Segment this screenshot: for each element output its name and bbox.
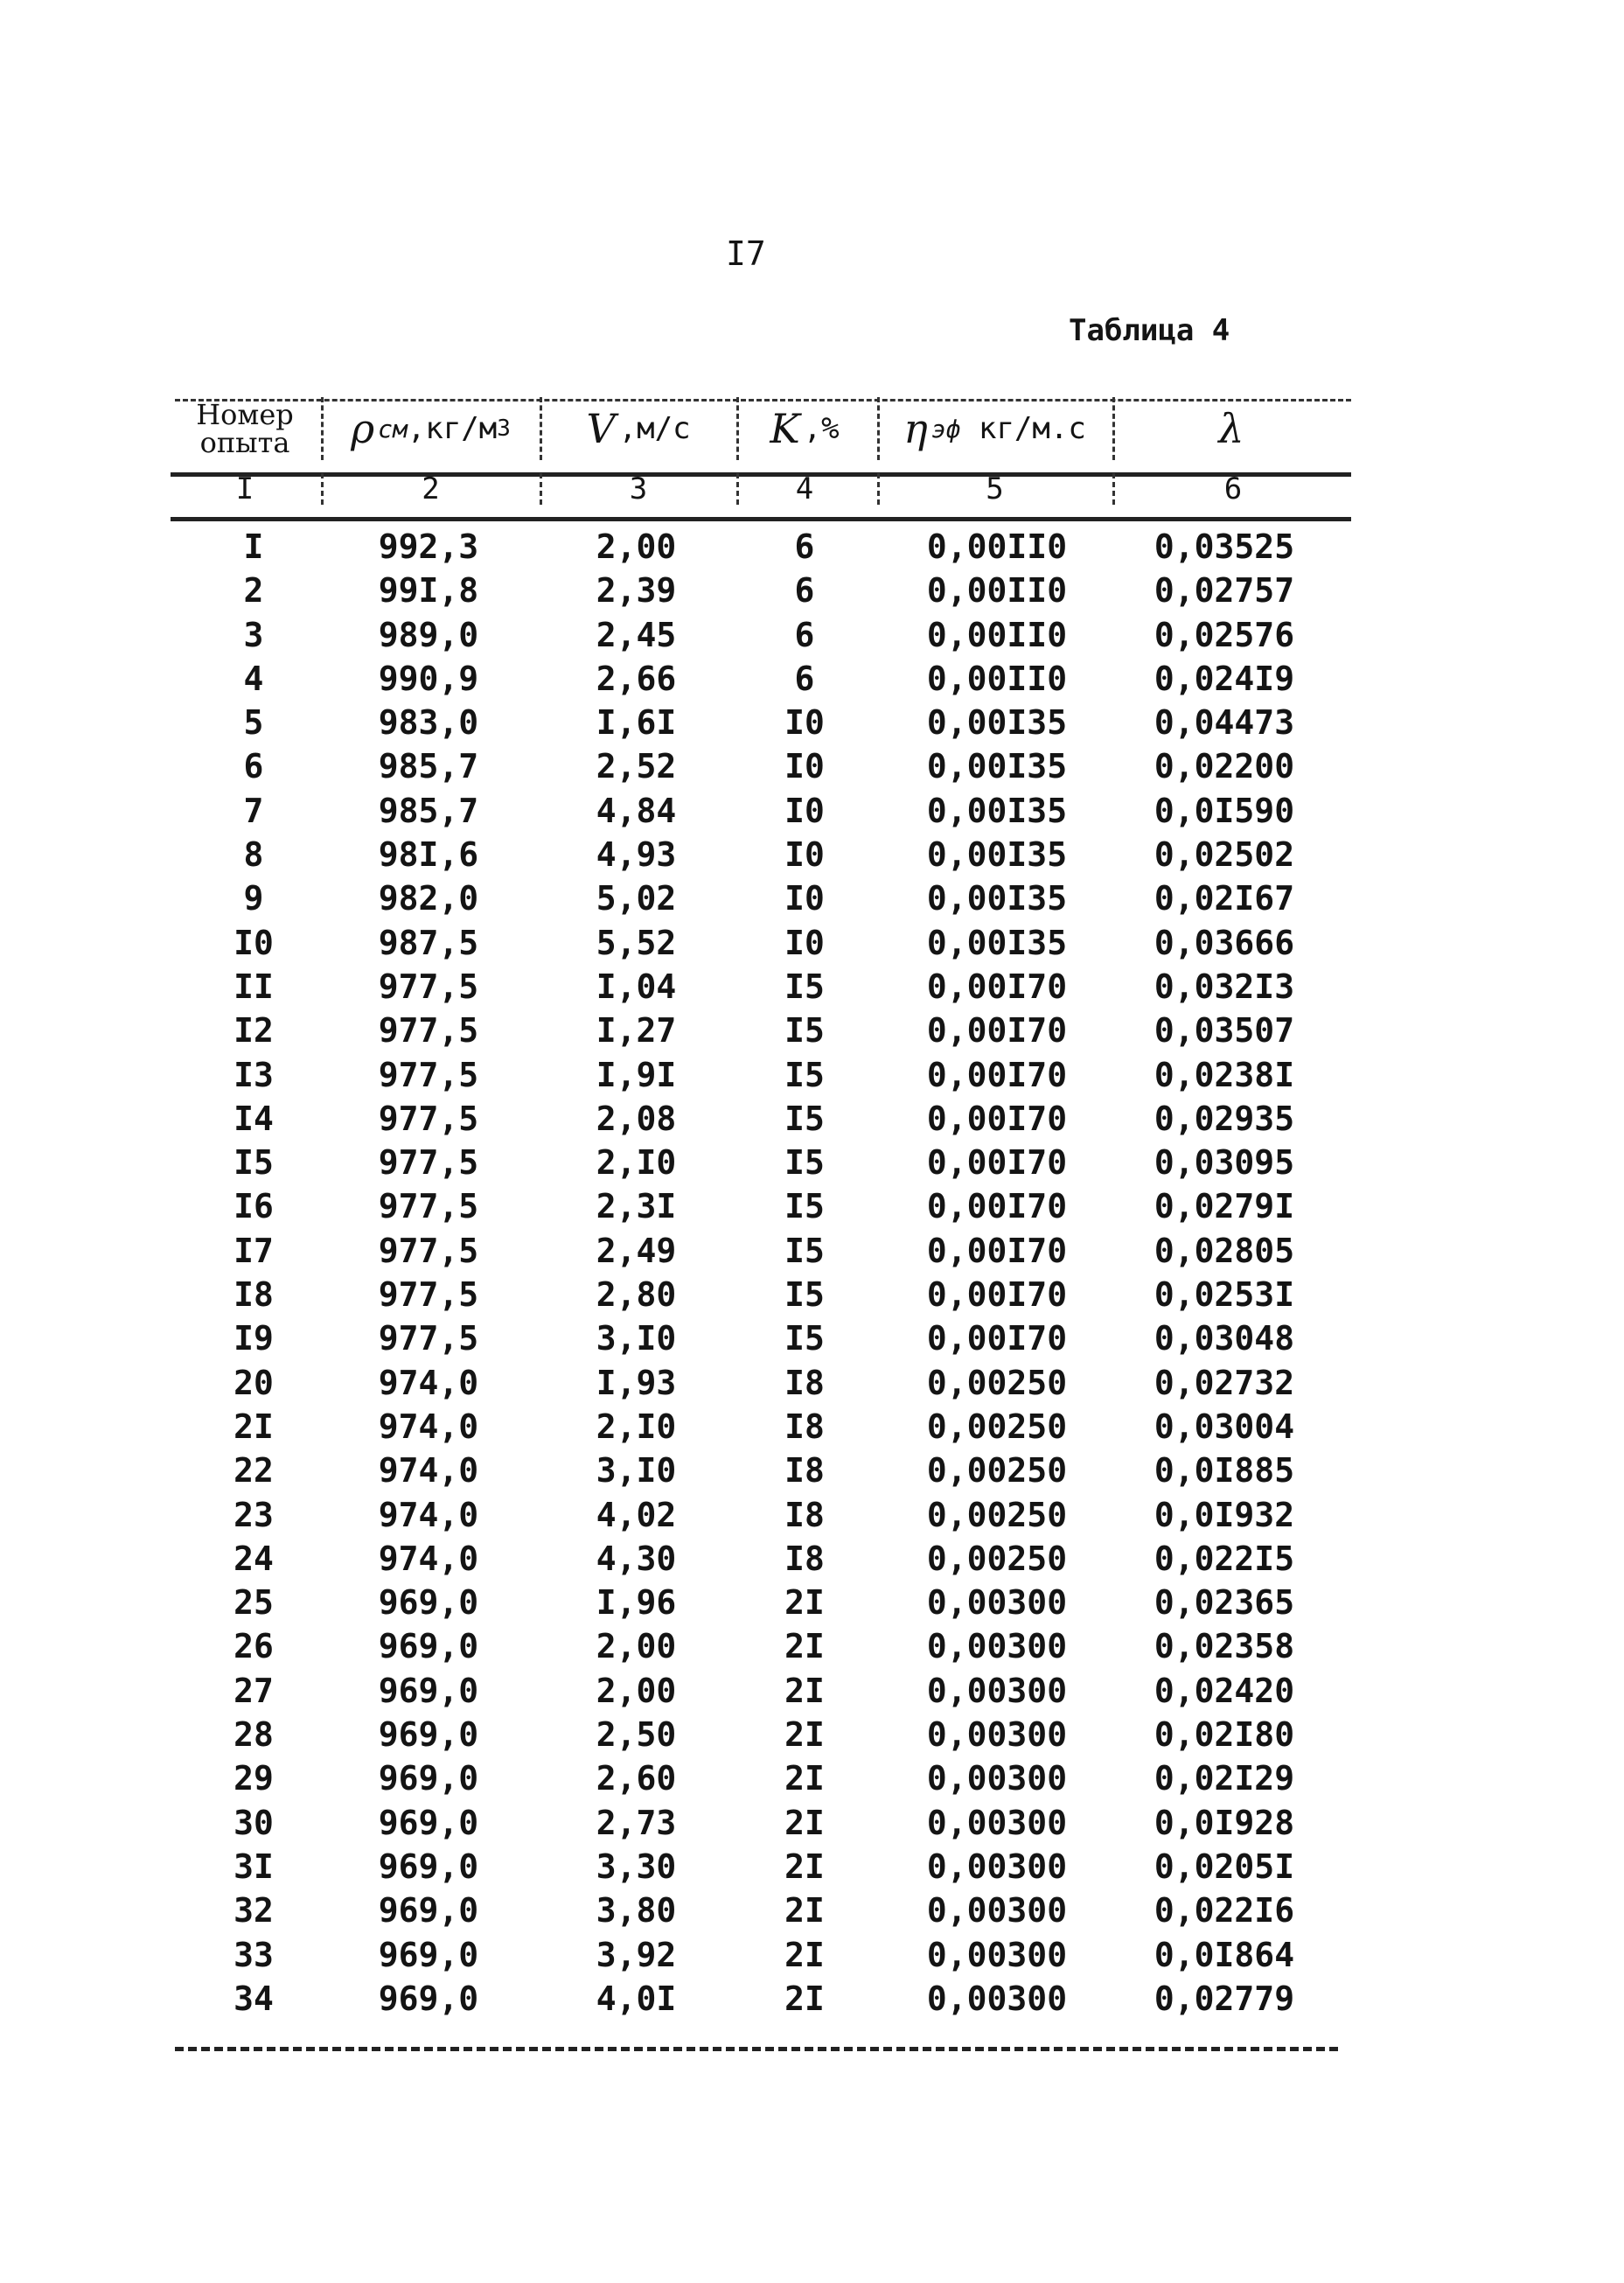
cell-density: 969,0 [378, 1803, 479, 1842]
cell-concentration: 2I [784, 1715, 825, 1755]
cell-viscosity: 0,00250 [926, 1363, 1068, 1402]
cell-experiment-number: 8 [243, 835, 264, 875]
cell-velocity: 3,I0 [596, 1451, 677, 1491]
cell-density: 974,0 [378, 1407, 479, 1446]
cell-density: 974,0 [378, 1363, 479, 1402]
cell-concentration: I5 [784, 1231, 825, 1270]
cell-concentration: I5 [784, 1099, 825, 1138]
cell-viscosity: 0,00I70 [926, 1143, 1068, 1183]
table-row [0, 1316, 1624, 1360]
column-number: 5 [986, 471, 1004, 506]
cell-velocity: 2,80 [596, 1275, 677, 1315]
table-row [0, 1009, 1624, 1052]
cell-concentration: I0 [784, 923, 825, 962]
cell-friction-coefficient: 0,03004 [1154, 1407, 1295, 1446]
cell-density: 969,0 [378, 1627, 479, 1666]
cell-density: 987,5 [378, 923, 479, 962]
cell-friction-coefficient: 0,02935 [1154, 1099, 1295, 1138]
cell-viscosity: 0,00I35 [926, 791, 1068, 830]
table-row [0, 921, 1624, 965]
column-number: I [235, 471, 254, 506]
table-row [0, 833, 1624, 876]
table-row [0, 1537, 1624, 1581]
cell-concentration: I8 [784, 1539, 825, 1578]
cell-viscosity: 0,00I70 [926, 1319, 1068, 1358]
table-row [0, 1845, 1624, 1889]
lambda-symbol: λ [1218, 405, 1244, 452]
table-caption: Таблица 4 [1069, 313, 1230, 348]
cell-friction-coefficient: 0,02I80 [1154, 1715, 1295, 1755]
header-number-line2: опыта [199, 426, 290, 459]
cell-velocity: 5,02 [596, 879, 677, 918]
cell-density: 977,5 [378, 1011, 479, 1051]
cell-experiment-number: I3 [233, 1055, 274, 1094]
cell-velocity: 3,30 [596, 1847, 677, 1886]
cell-viscosity: 0,00I35 [926, 835, 1068, 875]
concentration-unit: ,% [803, 411, 840, 446]
cell-friction-coefficient: 0,0I864 [1154, 1935, 1295, 1974]
cell-concentration: I8 [784, 1495, 825, 1534]
cell-concentration: 2I [784, 1627, 825, 1666]
cell-friction-coefficient: 0,02200 [1154, 747, 1295, 786]
header-density [324, 392, 538, 465]
cell-experiment-number: I0 [233, 923, 274, 962]
cell-viscosity: 0,00300 [926, 1891, 1068, 1930]
cell-velocity: 2,66 [596, 659, 677, 698]
cell-friction-coefficient: 0,0I932 [1154, 1495, 1295, 1534]
table-row [0, 1361, 1624, 1405]
cell-concentration: 2I [784, 1979, 825, 2018]
cell-friction-coefficient: 0,02502 [1154, 835, 1295, 875]
cell-concentration: 2I [784, 1583, 825, 1623]
cell-experiment-number: 3 [243, 615, 264, 654]
cell-velocity: I,04 [596, 967, 677, 1006]
table-row [0, 1624, 1624, 1668]
cell-velocity: 4,93 [596, 835, 677, 875]
cell-experiment-number: 32 [233, 1891, 274, 1930]
cell-density: 974,0 [378, 1539, 479, 1578]
table-row [0, 1756, 1624, 1800]
cell-density: 985,7 [378, 791, 479, 830]
cell-concentration: I8 [784, 1363, 825, 1402]
cell-density: 977,5 [378, 1143, 479, 1183]
cell-velocity: I,96 [596, 1583, 677, 1623]
table-bottom-rule [175, 2047, 1338, 2051]
cell-density: 977,5 [378, 1231, 479, 1270]
cell-experiment-number: 29 [233, 1759, 274, 1798]
table-row [0, 1184, 1624, 1228]
table-row [0, 1669, 1624, 1713]
cell-viscosity: 0,00II0 [926, 659, 1068, 698]
table-row [0, 1053, 1624, 1097]
cell-concentration: I0 [784, 879, 825, 918]
cell-experiment-number: 2 [243, 571, 264, 611]
cell-density: 969,0 [378, 1891, 479, 1930]
cell-experiment-number: 2I [233, 1407, 274, 1446]
cell-velocity: 4,02 [596, 1495, 677, 1534]
cell-friction-coefficient: 0,02I29 [1154, 1759, 1295, 1798]
cell-friction-coefficient: 0,0205I [1154, 1847, 1295, 1886]
cell-velocity: 3,92 [596, 1935, 677, 1974]
cell-density: 992,3 [378, 527, 479, 566]
cell-concentration: I5 [784, 967, 825, 1006]
cell-density: 989,0 [378, 615, 479, 654]
cell-density: 969,0 [378, 1935, 479, 1974]
table-row [0, 1449, 1624, 1492]
cell-density: 969,0 [378, 1671, 479, 1710]
cell-velocity: 3,I0 [596, 1319, 677, 1358]
cell-experiment-number: I6 [233, 1187, 274, 1226]
table-row [0, 657, 1624, 701]
cell-viscosity: 0,00I70 [926, 1231, 1068, 1270]
cell-velocity: 2,60 [596, 1759, 677, 1798]
cell-velocity: I,27 [596, 1011, 677, 1051]
cell-friction-coefficient: 0,03095 [1154, 1143, 1295, 1183]
cell-concentration: I0 [784, 747, 825, 786]
cell-experiment-number: 20 [233, 1363, 274, 1402]
cell-experiment-number: I5 [233, 1143, 274, 1183]
cell-experiment-number: I7 [233, 1231, 274, 1270]
header-concentration [735, 392, 875, 465]
cell-density: 969,0 [378, 1583, 479, 1623]
cell-viscosity: 0,00I70 [926, 1275, 1068, 1315]
cell-experiment-number: 9 [243, 879, 264, 918]
cell-concentration: I5 [784, 1055, 825, 1094]
cell-experiment-number: 28 [233, 1715, 274, 1755]
cell-friction-coefficient: 0,03525 [1154, 527, 1295, 566]
cell-density: 969,0 [378, 1979, 479, 2018]
cell-density: 969,0 [378, 1847, 479, 1886]
cell-concentration: 6 [794, 659, 815, 698]
cell-velocity: I,93 [596, 1363, 677, 1402]
table-row [0, 1713, 1624, 1756]
column-number: 2 [422, 471, 440, 506]
cell-experiment-number: 25 [233, 1583, 274, 1623]
cell-friction-coefficient: 0,02I67 [1154, 879, 1295, 918]
cell-velocity: 2,52 [596, 747, 677, 786]
cell-experiment-number: 7 [243, 791, 264, 830]
cell-friction-coefficient: 0,03048 [1154, 1319, 1295, 1358]
cell-experiment-number: I [243, 527, 264, 566]
header-number-line1: Номер [196, 398, 294, 431]
cell-viscosity: 0,00II0 [926, 615, 1068, 654]
table-row [0, 744, 1624, 788]
density-unit: ,кг/м [407, 411, 498, 446]
column-numbers-row [171, 468, 1351, 510]
header-velocity [542, 392, 735, 465]
table-row [0, 1229, 1624, 1273]
cell-viscosity: 0,00I70 [926, 1011, 1068, 1051]
cell-density: 969,0 [378, 1759, 479, 1798]
header-viscosity [879, 392, 1111, 465]
density-superscript: 3 [497, 415, 511, 442]
cell-viscosity: 0,00I35 [926, 879, 1068, 918]
cell-experiment-number: I9 [233, 1319, 274, 1358]
cell-experiment-number: 30 [233, 1803, 274, 1842]
cell-concentration: 6 [794, 571, 815, 611]
cell-viscosity: 0,00300 [926, 1935, 1068, 1974]
cell-experiment-number: 27 [233, 1671, 274, 1710]
cell-friction-coefficient: 0,0I885 [1154, 1451, 1295, 1491]
velocity-unit: ,м/с [618, 411, 691, 446]
cell-viscosity: 0,00300 [926, 1627, 1068, 1666]
cell-experiment-number: 23 [233, 1495, 274, 1534]
velocity-symbol: V [586, 405, 616, 452]
cell-experiment-number: I4 [233, 1099, 274, 1138]
cell-concentration: 2I [784, 1847, 825, 1886]
cell-viscosity: 0,00II0 [926, 571, 1068, 611]
header-experiment-number [171, 392, 319, 465]
cell-viscosity: 0,00300 [926, 1803, 1068, 1842]
table-row [0, 569, 1624, 612]
table-header [171, 392, 1351, 465]
cell-friction-coefficient: 0,02779 [1154, 1979, 1295, 2018]
cell-velocity: 2,I0 [596, 1143, 677, 1183]
cell-friction-coefficient: 0,02420 [1154, 1671, 1295, 1710]
cell-friction-coefficient: 0,02805 [1154, 1231, 1295, 1270]
cell-velocity: 2,I0 [596, 1407, 677, 1446]
cell-viscosity: 0,00250 [926, 1451, 1068, 1491]
cell-density: 977,5 [378, 1319, 479, 1358]
table-row [0, 1097, 1624, 1141]
table-row [0, 965, 1624, 1009]
cell-density: 977,5 [378, 1055, 479, 1094]
column-number: 3 [629, 471, 648, 506]
cell-viscosity: 0,00300 [926, 1715, 1068, 1755]
cell-density: 974,0 [378, 1451, 479, 1491]
cell-friction-coefficient: 0,022I5 [1154, 1539, 1295, 1578]
table-row [0, 1581, 1624, 1624]
cell-experiment-number: 34 [233, 1979, 274, 2018]
cell-density: 982,0 [378, 879, 479, 918]
cell-viscosity: 0,00250 [926, 1539, 1068, 1578]
cell-viscosity: 0,00I35 [926, 923, 1068, 962]
table-row [0, 1933, 1624, 1977]
cell-velocity: 2,00 [596, 1671, 677, 1710]
cell-friction-coefficient: 0,02358 [1154, 1627, 1295, 1666]
table-row [0, 701, 1624, 744]
cell-density: 983,0 [378, 703, 479, 743]
viscosity-subscript: эф [930, 414, 961, 443]
table-row [0, 789, 1624, 833]
table-body [0, 525, 1624, 2021]
cell-velocity: I,9I [596, 1055, 677, 1094]
cell-viscosity: 0,00I35 [926, 703, 1068, 743]
cell-friction-coefficient: 0,04473 [1154, 703, 1295, 743]
cell-experiment-number: II [233, 967, 274, 1006]
cell-density: 977,5 [378, 967, 479, 1006]
cell-viscosity: 0,00300 [926, 1847, 1068, 1886]
cell-velocity: 5,52 [596, 923, 677, 962]
cell-viscosity: 0,00300 [926, 1671, 1068, 1710]
table-row [0, 1141, 1624, 1184]
cell-velocity: 4,0I [596, 1979, 677, 2018]
cell-experiment-number: 4 [243, 659, 264, 698]
page-number: I7 [726, 234, 766, 273]
cell-viscosity: 0,00I35 [926, 747, 1068, 786]
cell-velocity: 2,49 [596, 1231, 677, 1270]
cell-concentration: 2I [784, 1803, 825, 1842]
density-subscript: см [378, 414, 408, 443]
cell-velocity: 2,00 [596, 527, 677, 566]
cell-concentration: 2I [784, 1935, 825, 1974]
cell-density: 99I,8 [378, 571, 479, 611]
cell-velocity: I,6I [596, 703, 677, 743]
table-row [0, 1405, 1624, 1449]
cell-friction-coefficient: 0,02576 [1154, 615, 1295, 654]
cell-viscosity: 0,00250 [926, 1407, 1068, 1446]
cell-viscosity: 0,00250 [926, 1495, 1068, 1534]
cell-density: 990,9 [378, 659, 479, 698]
table-row [0, 1977, 1624, 2021]
cell-friction-coefficient: 0,0279I [1154, 1187, 1295, 1226]
cell-experiment-number: I8 [233, 1275, 274, 1315]
cell-concentration: 2I [784, 1891, 825, 1930]
cell-experiment-number: 3I [233, 1847, 274, 1886]
cell-concentration: I5 [784, 1275, 825, 1315]
cell-density: 977,5 [378, 1275, 479, 1315]
cell-concentration: I0 [784, 703, 825, 743]
cell-velocity: 3,80 [596, 1891, 677, 1930]
cell-concentration: I0 [784, 835, 825, 875]
table-row [0, 1493, 1624, 1537]
cell-friction-coefficient: 0,02757 [1154, 571, 1295, 611]
cell-friction-coefficient: 0,02365 [1154, 1583, 1295, 1623]
cell-viscosity: 0,00II0 [926, 527, 1068, 566]
cell-viscosity: 0,00300 [926, 1979, 1068, 2018]
column-number: 6 [1223, 471, 1243, 506]
cell-friction-coefficient: 0,024I9 [1154, 659, 1295, 698]
cell-velocity: 2,45 [596, 615, 677, 654]
cell-viscosity: 0,00300 [926, 1759, 1068, 1798]
cell-velocity: 4,84 [596, 791, 677, 830]
cell-concentration: I8 [784, 1451, 825, 1491]
cell-experiment-number: 33 [233, 1935, 274, 1974]
table-row [0, 1801, 1624, 1845]
cell-density: 985,7 [378, 747, 479, 786]
column-number: 4 [795, 471, 814, 506]
table-row [0, 1889, 1624, 1932]
cell-friction-coefficient: 0,032I3 [1154, 967, 1295, 1006]
cell-density: 977,5 [378, 1099, 479, 1138]
cell-experiment-number: I2 [233, 1011, 274, 1051]
cell-experiment-number: 24 [233, 1539, 274, 1578]
cell-concentration: 2I [784, 1671, 825, 1710]
cell-concentration: I5 [784, 1011, 825, 1051]
cell-friction-coefficient: 0,0238I [1154, 1055, 1295, 1094]
cell-viscosity: 0,00I70 [926, 1055, 1068, 1094]
cell-friction-coefficient: 0,0I590 [1154, 791, 1295, 830]
cell-concentration: I5 [784, 1143, 825, 1183]
table-row [0, 876, 1624, 920]
cell-concentration: I5 [784, 1319, 825, 1358]
cell-viscosity: 0,00300 [926, 1583, 1068, 1623]
table-row [0, 613, 1624, 657]
viscosity-unit: кг/м.с [978, 411, 1086, 446]
cell-velocity: 2,73 [596, 1803, 677, 1842]
cell-concentration: I8 [784, 1407, 825, 1446]
cell-density: 974,0 [378, 1495, 479, 1534]
cell-friction-coefficient: 0,03666 [1154, 923, 1295, 962]
cell-velocity: 4,30 [596, 1539, 677, 1578]
cell-density: 977,5 [378, 1187, 479, 1226]
cell-concentration: I5 [784, 1187, 825, 1226]
cell-viscosity: 0,00I70 [926, 967, 1068, 1006]
cell-concentration: 2I [784, 1759, 825, 1798]
cell-experiment-number: 5 [243, 703, 264, 743]
cell-velocity: 2,39 [596, 571, 677, 611]
rho-symbol: ρ [351, 405, 375, 452]
cell-friction-coefficient: 0,0I928 [1154, 1803, 1295, 1842]
eta-symbol: η [903, 405, 928, 452]
cell-velocity: 2,3I [596, 1187, 677, 1226]
cell-friction-coefficient: 0,03507 [1154, 1011, 1295, 1051]
header-friction-coefficient [1115, 392, 1351, 465]
cell-friction-coefficient: 0,02732 [1154, 1363, 1295, 1402]
cell-density: 969,0 [378, 1715, 479, 1755]
cell-experiment-number: 26 [233, 1627, 274, 1666]
cell-viscosity: 0,00I70 [926, 1187, 1068, 1226]
table-row [0, 1273, 1624, 1316]
column-numbers-rule [171, 517, 1351, 521]
cell-experiment-number: 6 [243, 747, 264, 786]
cell-velocity: 2,00 [596, 1627, 677, 1666]
cell-concentration: I0 [784, 791, 825, 830]
cell-viscosity: 0,00I70 [926, 1099, 1068, 1138]
cell-experiment-number: 22 [233, 1451, 274, 1491]
cell-velocity: 2,08 [596, 1099, 677, 1138]
cell-friction-coefficient: 0,0253I [1154, 1275, 1295, 1315]
table-row [0, 525, 1624, 569]
cell-concentration: 6 [794, 527, 815, 566]
cell-concentration: 6 [794, 615, 815, 654]
cell-velocity: 2,50 [596, 1715, 677, 1755]
cell-friction-coefficient: 0,022I6 [1154, 1891, 1295, 1930]
k-symbol: K [770, 405, 800, 452]
cell-density: 98I,6 [378, 835, 479, 875]
